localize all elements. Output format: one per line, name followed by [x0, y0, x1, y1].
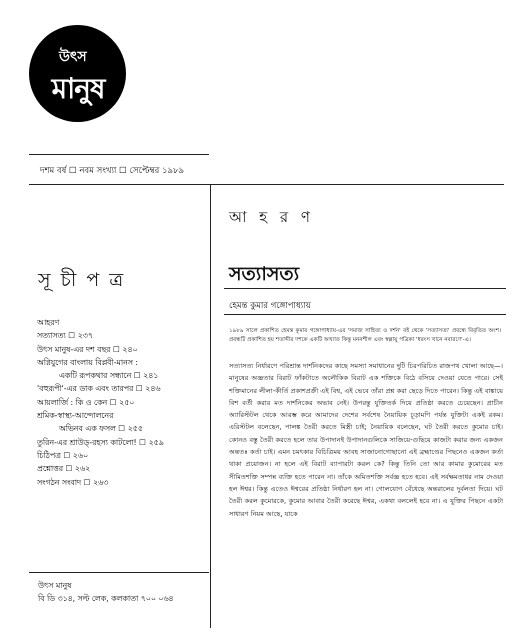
toc-item: আয়লার্জি : কি ও কেন ☐ ২৫০	[37, 397, 135, 407]
toc-item: শ্রমিক-স্বাস্থ্য-আন্দোলনের	[37, 411, 114, 421]
toc-item: প্রশ্নোত্তর ☐ ২৬২	[37, 464, 91, 474]
section-heading: আ হ র ণ	[229, 208, 315, 226]
issue-bottom-rule	[29, 184, 504, 185]
toc-item: সংগঠন সংবাদ ☐ ২৬৩	[37, 477, 109, 487]
logo	[29, 25, 126, 122]
article-intro: ১৯৮৯ সালে প্রকাশিত হেমন্ত কুমার গঙ্গোপাধ্যায়-এর 'সমাজ সাহিত্য ও দর্শন' বই থেকে 'সত্যাসত্য' প্রবন্ধে বিবৃতিত অংশ। প্রবন্ধটি প্রকাশিত হয় শতাব্দীর দশকে একটি অখ্যাত কিন্তু মননশীল এবং স্বল্পায়ু পত্রিকা 'ধরংস খানে নবারণে'-এ।	[229, 328, 501, 344]
publisher-name: উৎস মানুষ	[38, 581, 72, 590]
issue-top-rule	[29, 154, 209, 155]
toc-item: চিঠিপত্র ☐ ২৬০	[37, 450, 89, 460]
logo-line-1: উৎস	[59, 49, 87, 65]
article-author: হেমন্ত কুমার গঙ্গোপাধ্যায়	[229, 301, 311, 311]
publisher-block	[38, 579, 174, 605]
toc-list	[37, 316, 164, 489]
toc-item: উৎস মানুষ-এর দশ বছর ☐ ২৪০	[37, 344, 138, 354]
toc-item: সত্যাসত্য ☐ ২৩৭	[37, 331, 93, 341]
toc-item: 'বহুরূপী'-এর ডাক এবং তারপর ☐ ২৪৬	[37, 384, 161, 394]
issue-line: দশম বর্ষ ☐ নবম সংখ্যা ☐ সেপ্টেম্বর ১৯৮৯	[40, 166, 185, 176]
toc-item: আহরণ	[37, 318, 60, 327]
publisher-address: বি ডি ৩১৪, সল্ট লেক, কলকাতা ৭০০ ০৬৪	[38, 594, 174, 603]
article-body: সত্যাসত্য নির্ধারণে পরিশ্রান্ত দার্শনিকদের কাছে সমস্যা সমাধানের দুটি চিরপরিচিত রাজপথ খোলা আছে—। মানুষের অজ্ঞতার বিরাট ফাঁকটাতে অলৌকিক বিরাট এক শক্তিকে বিঠে বসিয়ে দেওয়া যেতে পারে। সেই শক্তিমানের লীলা-কীর্তি প্রকাশপ্রক্রী এই বিশ্ব, এই ভেবে তাঁরা প্রশ্ন করা ছেড়ে দিতে পারেন। কিন্তু এই বাঙ্কায়ে বিশ বর্তী করার মত দার্শনিকের অভাব নেই। উপরন্তু যুক্তিতর্ক দিয়ে প্রতিষ্ঠা করতে চেয়েছেন। প্রাচীন অ্যারিস্টটল থেকে আরম্ভ করে আমাদের দেশের সর্বশেষ নৈয়ায়িক চূড়ামণি পর্যন্ত যুক্তিটা একই রকম। এরিস্টটল বলেছেন, পালঙ্ক তৈরী করতে মিস্ত্রী চাই; নৈয়ায়িক বলেছেন, ঘট তৈরী করতে কুমোর চাই। কোনও বস্তু তৈরী করতে হলে তার উপাদানই উপাদানগুলিকে সাজিয়ে-গুছিয়ে কাজটা করার জন্য একজন অন্ততঃ কর্তা চাই। এমন চমৎকার বিচিত্রিময় আবহ সাজানোগোছানো এই ব্রহ্মাণ্ডের পিছনেও একজন কর্তা থাকা প্রয়োজন। না হলে এই বিরাট ব্যাপারটা করল কে? কিন্তু তিনি তো আর কামার কুমোরের মত সীমিতশক্তি সম্পন্ন ব্যক্তি হতে পারেন না। তাঁকে অমিতশক্তি সর্বজ্ঞ হতে হবে। এই সর্বক্ষমতাধর নাম দেওয়া হল ঈশ্বর। কিন্তু এতেও ঈশ্বরের প্রতিষ্ঠা নির্ধারণ হল না। গোলযোগ বেঁধেছে অন্তরালের দুর্বলতা দিয়ে। ঘট তৈরী করল কুমোরকে, কুমোর আবার তৈরী করেছে ঈশ্বর, একথা বললেই হবে না। এ যুক্তির পিছনে একটা সাধারণ নিয়ম আছে, যাকে	[229, 362, 503, 518]
toc-item: অগ্নিযুগের বাংলায় বিপ্লবী-মানস :	[37, 357, 139, 367]
article-title: সত্যাসত্য	[229, 263, 300, 285]
footer-rule	[29, 572, 209, 573]
toc-item: একটি রূপকথার সন্ধানে ☐ ২৪১	[59, 371, 159, 381]
column-divider	[210, 184, 211, 628]
logo-line-2: মানুষ	[51, 72, 105, 105]
toc-item: অভিনব এক ফসল ☐ ২৫৫	[59, 424, 143, 434]
toc-item: তুরিন-এর শ্রাউড্-রহস্য কাটলো! ☐ ২৫৯	[37, 437, 164, 447]
toc-title: সূ চী প ত্র	[38, 269, 126, 291]
author-rule	[224, 314, 506, 315]
